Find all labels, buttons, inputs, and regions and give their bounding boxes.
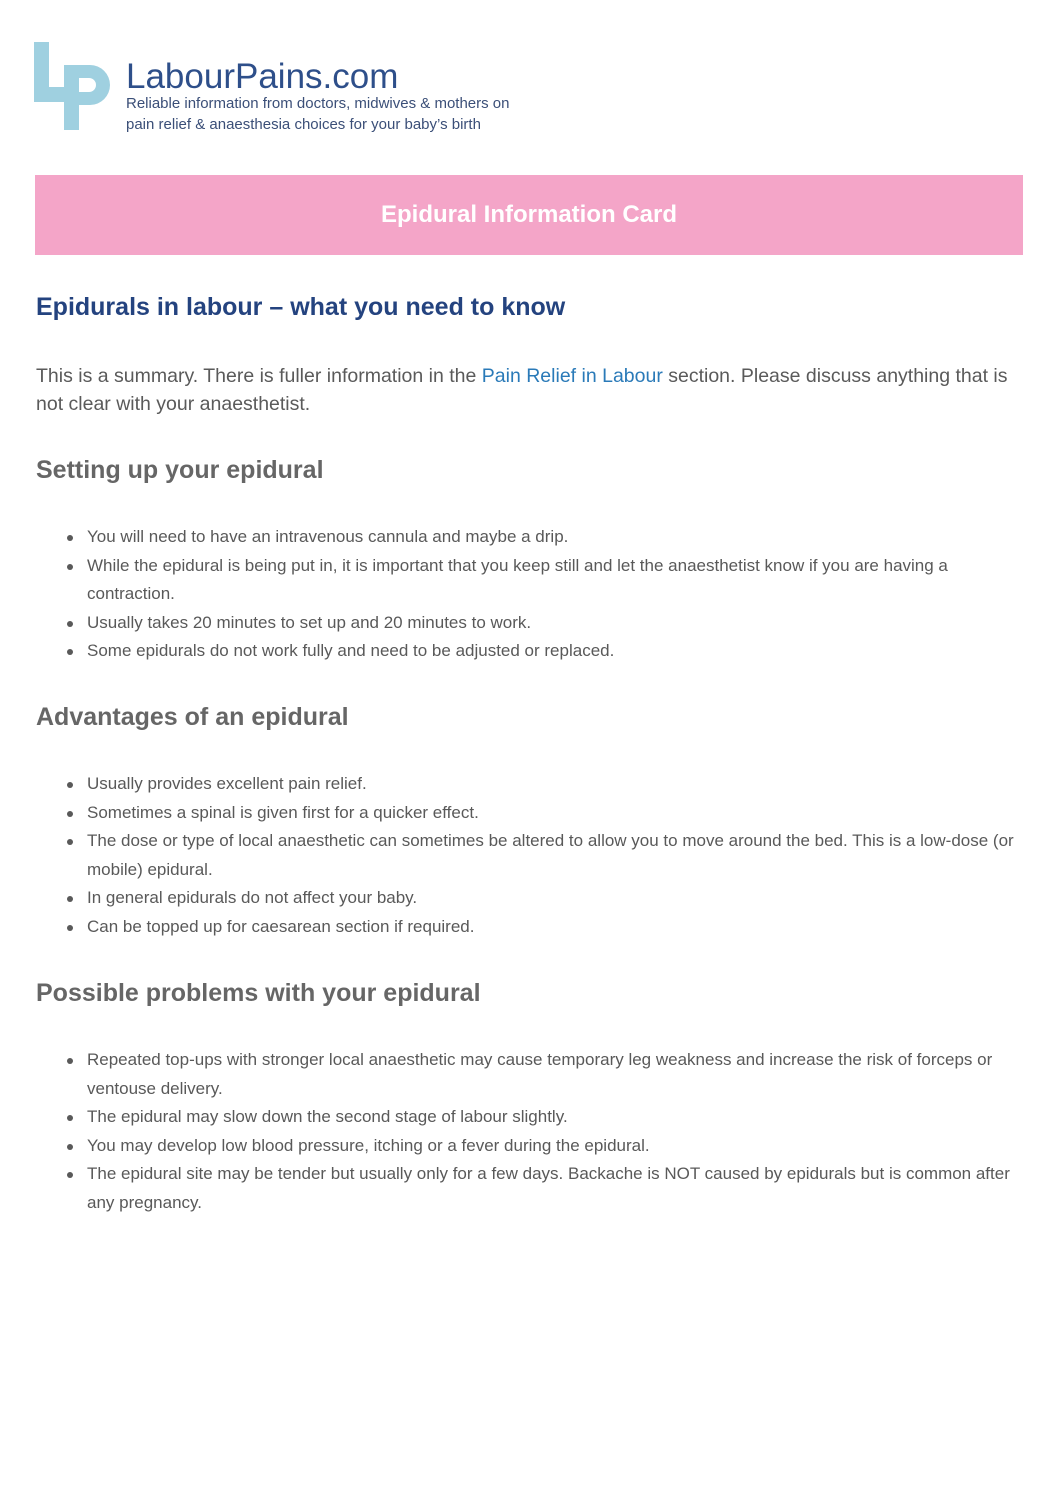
intro-text-before-link: This is a summary. There is fuller information in the: [36, 365, 482, 387]
labourpains-logo-icon: [34, 40, 114, 132]
bullet-icon: [67, 535, 73, 541]
bullet-icon: [67, 1172, 73, 1178]
bullet-icon: [67, 621, 73, 627]
intro-paragraph: [36, 362, 1026, 418]
pain-relief-in-labour-link[interactable]: Pain Relief in Labour: [481, 365, 663, 387]
section-heading-possible-problems: Possible problems with your epidural: [36, 979, 481, 1007]
section-heading-setting-up: Setting up your epidural: [36, 456, 324, 484]
list-item-text: You will need to have an intravenous cannula and maybe a drip.: [87, 527, 569, 546]
bullet-icon: [67, 1144, 73, 1150]
tagline-line-1: Reliable information from doctors, midwives & mothers on: [126, 95, 510, 112]
intro-text-after-link: section. Please discuss anything that is not clear with your anaesthetist.: [36, 365, 1008, 415]
list-item: [36, 523, 1026, 552]
list-item: [36, 884, 1026, 913]
list-item-text: Some epidurals do not work fully and need to be adjusted or replaced.: [87, 641, 615, 660]
bullet-icon: [67, 564, 73, 570]
list-item: [36, 637, 1026, 666]
list-item-text: While the epidural is being put in, it is important that you keep still and let the anaesthetist know if you are having a contraction.: [87, 555, 948, 603]
list-item: [36, 609, 1026, 638]
page-title: Epidurals in labour – what you need to know: [36, 293, 566, 321]
brand-name[interactable]: LabourPains.com: [126, 57, 399, 96]
card-title-banner: [35, 175, 1023, 255]
list-item-text: In general epidurals do not affect your baby.: [87, 888, 418, 907]
list-item: [36, 1046, 1026, 1103]
bullet-icon: [67, 782, 73, 788]
section-heading-advantages: Advantages of an epidural: [36, 703, 349, 731]
bullet-icon: [67, 839, 73, 845]
list-item-text: Usually takes 20 minutes to set up and 20 minutes to work.: [87, 612, 532, 632]
bullet-icon: [67, 925, 73, 931]
list-item: [36, 1132, 1026, 1161]
bullet-icon: [67, 1058, 73, 1064]
card-title: Epidural Information Card: [380, 201, 677, 228]
list-item: [36, 770, 1026, 799]
bullet-icon: [67, 1115, 73, 1121]
list-item-text: Repeated top-ups with stronger local anaesthetic may cause temporary leg weakness and increase the risk of forceps or ventouse delivery.: [87, 1050, 993, 1098]
setting-up-list: [36, 523, 1026, 666]
list-item: [36, 1160, 1026, 1217]
list-item-text: The dose or type of local anaesthetic can sometimes be altered to allow you to move around the bed. This is a low-dose (or mobile) epidural.: [87, 831, 1014, 879]
list-item-text: The epidural site may be tender but usually only for a few days. Backache is NOT caused by epidurals but is common after any pregnancy.: [87, 1164, 1010, 1212]
tagline-line-2: pain relief & anaesthesia choices for your baby’s birth: [126, 116, 481, 133]
list-item: [36, 827, 1026, 884]
list-item-text: The epidural may slow down the second stage of labour slightly.: [87, 1107, 568, 1126]
possible-problems-list: [36, 1046, 1026, 1217]
site-header: [34, 40, 634, 135]
advantages-list: [36, 770, 1026, 941]
list-item: [36, 552, 1026, 609]
list-item-text: You may develop low blood pressure, itching or a fever during the epidural.: [87, 1135, 650, 1155]
bullet-icon: [67, 649, 73, 655]
list-item: [36, 913, 1026, 942]
list-item-text: Usually provides excellent pain relief.: [87, 774, 367, 793]
list-item-text: Sometimes a spinal is given first for a quicker effect.: [87, 802, 479, 822]
bullet-icon: [67, 811, 73, 817]
bullet-icon: [67, 896, 73, 902]
list-item: [36, 799, 1026, 828]
list-item: [36, 1103, 1026, 1132]
list-item-text: Can be topped up for caesarean section if required.: [87, 916, 475, 936]
